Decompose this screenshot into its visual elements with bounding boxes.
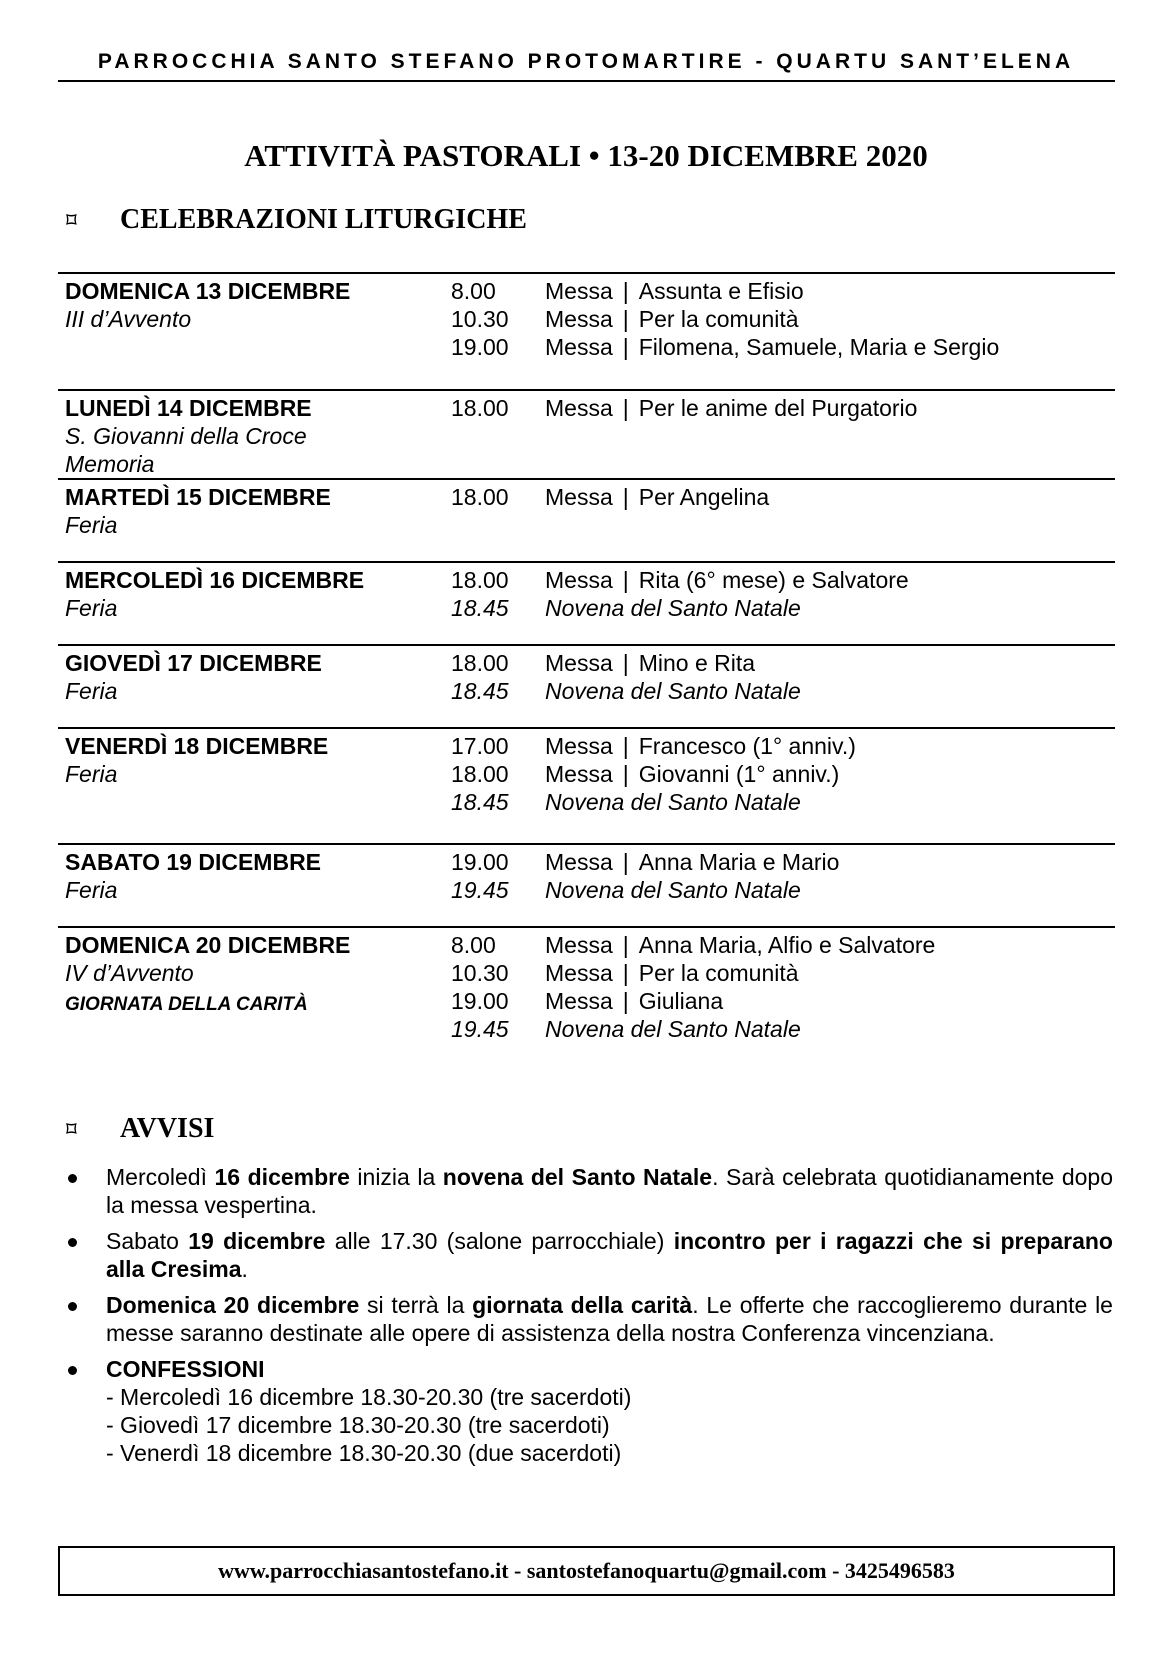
liturgical-day: Feria: [65, 678, 118, 704]
mass-row: [451, 394, 917, 422]
notice-emphasis: giornata della carità: [472, 1292, 693, 1318]
bullet-icon: [68, 1366, 77, 1375]
celebration-time: 8.00: [451, 932, 496, 958]
celebration-time: 19.00: [451, 849, 509, 875]
celebration-list: [451, 483, 769, 511]
celebration-list: [451, 394, 917, 422]
notice-text: . Sarà celebrata quotidianamente dopo la messa vespertina.: [106, 1164, 1113, 1218]
notice-emphasis: Domenica 20 dicembre: [106, 1292, 360, 1318]
day-label: [65, 277, 445, 333]
celebration-time: 18.45: [451, 678, 509, 704]
celebration-list: [451, 277, 999, 361]
section-marker-icon: ⌑: [66, 1118, 77, 1141]
mass-row: [451, 959, 935, 987]
separator: |: [622, 484, 629, 510]
celebration-list: [451, 931, 935, 1043]
section-avvisi: [66, 1113, 214, 1145]
day-block: [58, 272, 1115, 389]
section-celebrazioni: [66, 204, 527, 236]
section-marker-icon: ⌑: [66, 209, 77, 232]
mass-row: [451, 483, 769, 511]
mass-type: Messa: [545, 960, 613, 986]
liturgical-day: S. Giovanni della Croce: [65, 423, 307, 449]
liturgy-schedule: [58, 272, 1115, 1061]
confessioni-line: - Giovedì 17 dicembre 18.30-20.30 (tre sacerdoti): [106, 1412, 610, 1438]
mass-type: Messa: [545, 306, 613, 332]
day-label: [65, 931, 445, 1019]
notice-text: Sabato: [106, 1228, 189, 1254]
mass-row: [451, 566, 909, 594]
liturgical-day: Feria: [65, 761, 118, 787]
celebration-time: 18.00: [451, 650, 509, 676]
bullet-icon: [68, 1302, 77, 1311]
celebration-time: 17.00: [451, 733, 509, 759]
mass-intention: Per le anime del Purgatorio: [638, 395, 918, 421]
liturgical-day: Memoria: [65, 451, 155, 477]
notice-item: [66, 1227, 1113, 1283]
bullet-icon: [68, 1238, 77, 1247]
page-title: ATTIVITÀ PASTORALI • 13-20 DICEMBRE 2020: [244, 138, 928, 173]
mass-type: Messa: [545, 484, 613, 510]
day-name: GIOVEDÌ 17 DICEMBRE: [65, 650, 322, 676]
celebration-time: 18.00: [451, 761, 509, 787]
day-block: [58, 926, 1115, 1061]
mass-type: Messa: [545, 849, 613, 875]
separator: |: [622, 278, 629, 304]
notice-item: [66, 1163, 1113, 1219]
mass-intention: Filomena, Samuele, Maria e Sergio: [638, 334, 1000, 360]
notice-item-confessioni: [66, 1355, 1113, 1467]
liturgical-day: Feria: [65, 595, 118, 621]
celebration-list: [451, 848, 839, 904]
separator: |: [622, 650, 629, 676]
separator: |: [622, 395, 629, 421]
mass-row: [451, 277, 999, 305]
section-heading: CELEBRAZIONI LITURGICHE: [120, 204, 527, 235]
mass-intention: Per Angelina: [638, 484, 770, 510]
notice-text: alle 17.30 (salone parrocchiale): [325, 1228, 674, 1254]
celebration-time: 19.45: [451, 1016, 509, 1042]
mass-intention: Francesco (1° anniv.): [638, 733, 856, 759]
mass-type: Messa: [545, 733, 613, 759]
day-block: [58, 843, 1115, 926]
day-name: DOMENICA 20 DICEMBRE: [65, 932, 351, 958]
day-name: MARTEDÌ 15 DICEMBRE: [65, 484, 331, 510]
day-label: [65, 483, 445, 539]
mass-intention: Per la comunità: [638, 306, 799, 332]
mass-type: Messa: [545, 334, 613, 360]
separator: |: [622, 567, 629, 593]
notice-text: . Le offerte che raccoglieremo durante le messe saranno destinate alle opere di assistenza della nostra Conferenza vincenziana.: [106, 1292, 1113, 1346]
mass-intention: Assunta e Efisio: [638, 278, 804, 304]
day-label: [65, 394, 445, 478]
novena-row: [451, 677, 801, 705]
liturgical-day: Feria: [65, 512, 118, 538]
notice-emphasis: 16 dicembre: [214, 1164, 350, 1190]
day-name: DOMENICA 13 DICEMBRE: [65, 278, 351, 304]
mass-intention: Per la comunità: [638, 960, 799, 986]
separator: |: [622, 306, 629, 332]
celebration-time: 19.00: [451, 334, 509, 360]
confessioni-heading: CONFESSIONI: [106, 1356, 265, 1382]
day-name: LUNEDÌ 14 DICEMBRE: [65, 395, 312, 421]
novena-label: Novena del Santo Natale: [545, 678, 801, 704]
novena-label: Novena del Santo Natale: [545, 877, 801, 903]
mass-type: Messa: [545, 761, 613, 787]
celebration-time: 10.30: [451, 306, 509, 332]
notice-text: inizia la: [349, 1164, 443, 1190]
liturgical-day: IV d’Avvento: [65, 960, 194, 986]
day-label: [65, 649, 445, 705]
contact-footer: www.parrocchiasantostefano.it - santostefanoquartu@gmail.com - 3425496583: [58, 1546, 1115, 1596]
mass-intention: Giovanni (1° anniv.): [638, 761, 840, 787]
celebration-time: 18.00: [451, 567, 509, 593]
novena-row: [451, 788, 856, 816]
celebration-list: [451, 732, 856, 816]
novena-label: Novena del Santo Natale: [545, 789, 801, 815]
mass-type: Messa: [545, 932, 613, 958]
mass-type: Messa: [545, 395, 613, 421]
mass-type: Messa: [545, 278, 613, 304]
separator: |: [622, 849, 629, 875]
mass-row: [451, 760, 856, 788]
mass-row: [451, 649, 801, 677]
novena-label: Novena del Santo Natale: [545, 595, 801, 621]
notice-text: si terrà la: [359, 1292, 473, 1318]
celebration-time: 18.45: [451, 595, 509, 621]
day-label: [65, 732, 445, 788]
celebration-time: 10.30: [451, 960, 509, 986]
separator: |: [622, 733, 629, 759]
mass-intention: Rita (6° mese) e Salvatore: [638, 567, 909, 593]
mass-intention: Anna Maria e Mario: [638, 849, 840, 875]
celebration-time: 18.45: [451, 789, 509, 815]
day-label: [65, 566, 445, 622]
celebration-time: 19.45: [451, 877, 509, 903]
liturgical-day: Feria: [65, 877, 118, 903]
celebration-time: 18.00: [451, 395, 509, 421]
notice-text: Mercoledì: [106, 1164, 215, 1190]
mass-type: Messa: [545, 650, 613, 676]
day-label: [65, 848, 445, 904]
separator: |: [622, 334, 629, 360]
celebration-time: 8.00: [451, 278, 496, 304]
notice-text: .: [241, 1256, 248, 1282]
mass-row: [451, 848, 839, 876]
mass-row: [451, 987, 935, 1015]
day-name: MERCOLEDÌ 16 DICEMBRE: [65, 567, 365, 593]
day-name: VENERDÌ 18 DICEMBRE: [65, 733, 329, 759]
separator: |: [622, 761, 629, 787]
celebration-time: 18.00: [451, 484, 509, 510]
novena-row: [451, 1015, 935, 1043]
separator: |: [622, 932, 629, 958]
liturgical-day: III d’Avvento: [65, 306, 192, 332]
day-name: SABATO 19 DICEMBRE: [65, 849, 322, 875]
mass-type: Messa: [545, 988, 613, 1014]
novena-label: Novena del Santo Natale: [545, 1016, 801, 1042]
bullet-icon: [68, 1174, 77, 1183]
mass-intention: Anna Maria, Alfio e Salvatore: [638, 932, 936, 958]
day-block: [58, 389, 1115, 478]
mass-row: [451, 931, 935, 959]
separator: |: [622, 988, 629, 1014]
notice-emphasis: incontro per i ragazzi che si preparano alla Cresima: [106, 1228, 1113, 1282]
day-block: [58, 727, 1115, 843]
header-divider: [58, 80, 1115, 82]
day-block: [58, 478, 1115, 561]
novena-row: [451, 594, 909, 622]
confessioni-line: - Mercoledì 16 dicembre 18.30-20.30 (tre sacerdoti): [106, 1384, 632, 1410]
day-block: [58, 644, 1115, 727]
novena-row: [451, 876, 839, 904]
notice-emphasis: 19 dicembre: [188, 1228, 326, 1254]
mass-intention: Mino e Rita: [638, 650, 756, 676]
parish-header: PARROCCHIA SANTO STEFANO PROTOMARTIRE - QUARTU SANT’ELENA: [97, 50, 1075, 73]
mass-row: [451, 333, 999, 361]
day-block: [58, 561, 1115, 644]
confessioni-line: - Venerdì 18 dicembre 18.30-20.30 (due sacerdoti): [106, 1440, 622, 1466]
celebration-list: [451, 566, 909, 622]
mass-type: Messa: [545, 567, 613, 593]
section-heading: AVVISI: [120, 1113, 215, 1144]
celebration-list: [451, 649, 801, 705]
mass-row: [451, 305, 999, 333]
notice-emphasis: novena del Santo Natale: [442, 1164, 713, 1190]
day-note: GIORNATA DELLA CARITÀ: [65, 994, 308, 1015]
mass-row: [451, 732, 856, 760]
separator: |: [622, 960, 629, 986]
notices-list: [66, 1163, 1113, 1475]
mass-intention: Giuliana: [638, 988, 724, 1014]
celebration-time: 19.00: [451, 988, 509, 1014]
notice-item: [66, 1291, 1113, 1347]
